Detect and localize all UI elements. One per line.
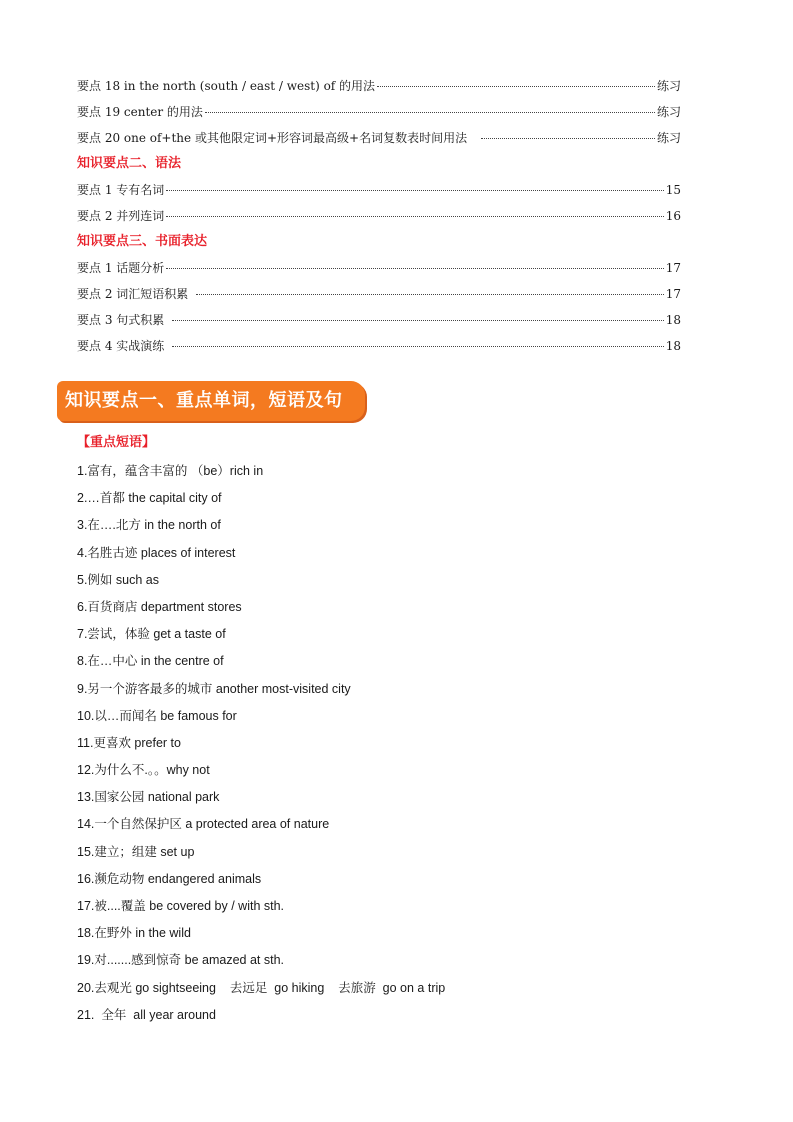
toc-leader [172, 320, 663, 321]
toc-leader [481, 138, 655, 139]
phrase-item: 15.建立；组建 set up [77, 844, 195, 859]
toc-leader [205, 112, 655, 113]
toc-leader [166, 268, 663, 269]
toc-leader [172, 346, 663, 347]
toc-leader [196, 294, 663, 295]
toc-label: 要点 4 实战演练 [77, 339, 165, 353]
toc-label: 要点 1 专有名词 [77, 183, 165, 197]
toc-page: 17 [665, 287, 681, 301]
phrases-heading: 【重点短语】 [77, 435, 156, 450]
phrase-list [77, 458, 697, 1029]
toc-heading-writing[interactable]: 知识要点三、书面表达 [77, 234, 208, 249]
phrase-item: 21. 全年 all year around [77, 1007, 216, 1022]
phrase-item: 20.去观光 go sightseeing 去远足 go hiking 去旅游 go on a trip [77, 980, 446, 995]
phrase-item: 9.另一个游客最多的城市 another most-visited city [77, 681, 351, 696]
phrase-item: 11.更喜欢 prefer to [77, 735, 181, 750]
toc-page: 16 [665, 209, 681, 223]
phrase-item: 14.一个自然保护区 a protected area of nature [77, 817, 330, 832]
phrase-item: 17.被....覆盖 be covered by / with sth. [77, 899, 285, 913]
toc-label: 要点 18 in the north (south / east / west) of 的用法 [77, 79, 376, 93]
toc-page: 18 [665, 313, 681, 327]
phrase-item: 5.例如 such as [77, 572, 159, 587]
toc-page: 17 [665, 261, 681, 275]
phrase-item: 3.在….北方 in the north of [77, 518, 221, 533]
toc-label: 要点 1 话题分析 [77, 261, 165, 275]
phrase-item: 4.名胜古迹 places of interest [77, 545, 236, 560]
phrase-item: 18.在野外 in the wild [77, 926, 191, 941]
phrase-item: 16.濒危动物 endangered animals [77, 871, 262, 886]
toc-page: 练习 [656, 131, 681, 145]
toc-row[interactable] [77, 99, 681, 125]
phrase-item: 12.为什么不.。。why not [77, 763, 210, 778]
phrase-item: 19.对.......感到惊奇 be amazed at sth. [77, 953, 285, 968]
toc-row[interactable] [77, 203, 681, 229]
phrase-item: 6.百货商店 department stores [77, 599, 242, 614]
toc-heading-grammar[interactable]: 知识要点二、语法 [77, 156, 182, 171]
section-title: 知识要点一、重点单词，短语及句 [65, 390, 343, 411]
toc-row[interactable] [77, 255, 681, 281]
toc-leader [166, 190, 663, 191]
phrase-item: 13.国家公园 national park [77, 790, 220, 805]
table-of-contents [77, 73, 681, 359]
phrase-item: 8.在…中心 in the centre of [77, 654, 224, 669]
toc-label: 要点 2 词汇短语积累 [77, 287, 189, 301]
toc-label: 要点 3 句式积累 [77, 313, 165, 327]
toc-label: 要点 20 one of+the 或其他限定词+形容词最高级+名词复数表时间用法 [77, 131, 468, 145]
toc-row[interactable] [77, 73, 681, 99]
toc-row[interactable] [77, 333, 681, 359]
toc-page: 18 [665, 339, 681, 353]
phrase-item: 7.尝试，体验 get a taste of [77, 627, 226, 642]
toc-label: 要点 2 并列连词 [77, 209, 165, 223]
toc-row[interactable] [77, 281, 681, 307]
toc-page: 15 [665, 183, 681, 197]
toc-row[interactable] [77, 177, 681, 203]
phrase-item: 10.以…而闻名 be famous for [77, 708, 237, 723]
phrase-item: 1.富有，蕴含丰富的 （be）rich in [77, 464, 264, 478]
toc-page: 练习 [656, 105, 681, 119]
toc-label: 要点 19 center 的用法 [77, 105, 203, 119]
toc-page: 练习 [656, 79, 681, 93]
toc-row[interactable] [77, 125, 681, 151]
toc-leader [166, 216, 663, 217]
toc-row[interactable] [77, 307, 681, 333]
section-banner [57, 381, 365, 421]
toc-leader [377, 86, 655, 87]
phrase-item: 2.…首都 the capital city of [77, 491, 222, 506]
